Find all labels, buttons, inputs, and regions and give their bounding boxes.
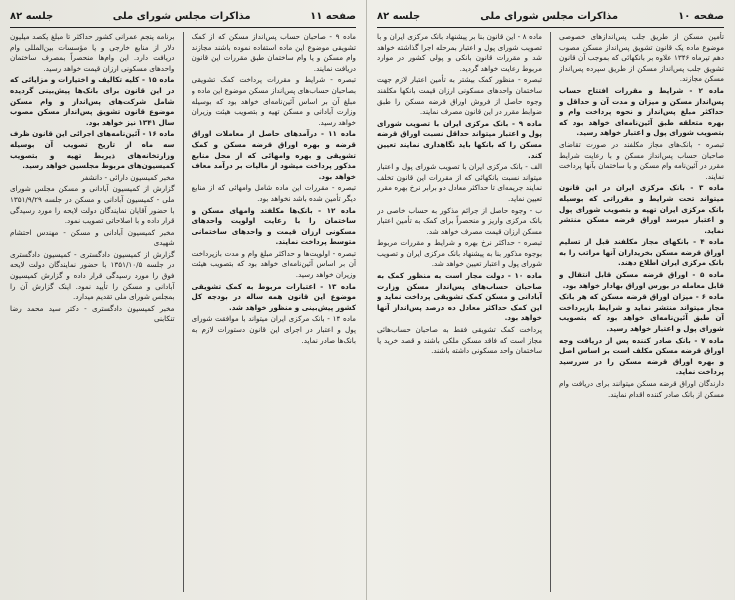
paragraph: پرداخت کمک تشویقی فقط به صاحبان حساب‌هائی مجاز است که فاقد مسکن ملکی باشند و قصد خرید یا ساختمان واحد مسکونی داشته باشند.	[377, 325, 542, 356]
right-page	[367, 0, 734, 600]
paragraph: دارندگان اوراق قرضه مسکن میتوانند برای دریافت وام مسکن از بانک صادر کننده اقدام نمایند.	[559, 379, 724, 399]
column-divider	[183, 32, 184, 592]
paragraph: ماده ۵ - اوراق قرضه مسکن قابل انتقال و قابل معامله در بورس اوراق بهادار خواهد بود.	[559, 270, 724, 290]
paragraph: تبصره - منظور کمک بیشتر به تأمین اعتبار لازم جهت ساختمان واحدهای مسکونی ارزان قیمت بانکها مکلفند وجوه حاصل از فروش اوراق قرضه مسکن را طبق ضوابط مقرر در این قانون مصرف نمایند.	[377, 75, 542, 117]
paragraph: برنامه پنجم عمرانی کشور حداکثر تا مبلغ یکصد میلیون دلار از منابع خارجی و یا مؤسسات بین‌المللی وام دریافت دارد. این وام‌ها منحصراً بمصرف ساختمان واحدهای مسکونی ارزان قیمت خواهد رسید.	[10, 32, 175, 73]
right-session-label: جلسه ۸۲	[377, 10, 421, 22]
left-header-rule	[10, 27, 356, 28]
paragraph: الف - بانک مرکزی ایران با تصویب شورای پول و اعتبار میتواند نسبت بانکهائی که از مقررات این قانون تخلف نمایند جریمه‌ای تا حداکثر معادل دو برابر نرخ بهره مقرر تعیین نماید.	[377, 162, 542, 203]
left-page-left-column	[10, 32, 175, 592]
left-page-columns	[10, 32, 356, 592]
right-page-right-column	[559, 32, 724, 592]
paragraph: ماده ۱۰ - دولت مجاز است به منظور کمک به صاحبان حساب‌های پس‌انداز مسکن وزارت آبادانی و مسکن کمک تشویقی پرداخت نماید و این کمک حداکثر معادل ده درصد پس‌انداز آنها خواهد بود.	[377, 271, 542, 323]
right-page-header	[377, 6, 724, 26]
paragraph: ب - وجوه حاصل از جرائم مذکور به حساب خاصی در بانک مرکزی واریز و منحصراً برای کمک به تأمین اعتبار مسکن ارزان قیمت مصرف خواهد شد.	[377, 205, 542, 236]
left-page-right-column	[192, 32, 357, 592]
paragraph: ماده ۱۶ - آئین‌نامه‌های اجرائی این قانون ظرف سه ماه از تاریخ تصویب آن بوسیله وزارتخانه‌های ذیربط تهیه و بتصویب کمیسیون‌های مربوط مجلسین خواهد رسید.	[10, 129, 175, 171]
right-page-left-column	[377, 32, 542, 592]
right-page-columns	[377, 32, 724, 592]
paragraph: ماده ۹ - صاحبان حساب پس‌انداز مسکن که از کمک تشویقی موضوع این ماده استفاده نموده باشند مجازند وام مسکن و یا وام ساختمان طبق مقررات این قانون دریافت نمایند.	[191, 32, 356, 73]
paragraph: تبصره - مقررات این ماده شامل وامهائی که از منابع دیگر تأمین شده باشد نخواهد بود.	[191, 183, 356, 203]
column-divider	[550, 32, 551, 592]
paragraph: ماده ۲ - شرایط و مقررات افتتاح حساب پس‌انداز مسکن و میزان و مدت آن و حداقل و حداکثر مبلغ پس‌انداز و نحوه پرداخت وام و بهره متعلقه طبق آئین‌نامه‌ای خواهد بود که بتصویب شورای پول و اعتبار خواهد رسید.	[559, 85, 724, 138]
paragraph: ماده ۴ - بانکهای مجاز مکلفند قبل از تسلیم اوراق قرضه مسکن بخریداران آنها مراتب را به بانک مرکزی ایران اطلاع دهند.	[559, 237, 724, 268]
paragraph: تبصره - اولویت‌ها و حداکثر مبلغ وام و مدت بازپرداخت آن بر اساس آئین‌نامه‌ای خواهد بود که بتصویب هیئت وزیران خواهد رسید.	[191, 248, 356, 280]
paragraph: مخبر کمیسیون آبادانی و مسکن - مهندس احتشام شهیدی	[10, 227, 175, 248]
paragraph: تبصره - حداکثر نرخ بهره و شرایط و مقررات مربوط بوجوه مذکور بنا به پیشنهاد بانک مرکزی ایران و تصویب شورای پول و اعتبار تعیین خواهد شد.	[377, 238, 542, 269]
right-page-number: صفحه ۱۰	[678, 10, 724, 22]
left-page	[0, 0, 367, 600]
paragraph: ماده ۸ - این قانون بنا بر پیشنهاد بانک مرکزی ایران و با تصویب شورای پول و اعتبار بمرحله اجرا گذاشته خواهد شد و مقررات قانون بانکی و پولی کشور در موارد مربوط رعایت خواهد گردید.	[377, 32, 542, 73]
paragraph: ماده ۱۴ - بانک مرکزی ایران میتواند با موافقت شورای پول و اعتبار در اجرای این قانون دستورات لازم به بانک‌ها صادر نماید.	[191, 314, 356, 345]
paragraph: تبصره - شرایط و مقررات پرداخت کمک تشویقی بصاحبان حساب‌های پس‌انداز مسکن موضوع این ماده و مبلغ آن بر اساس آئین‌نامه‌ای خواهد بود که بوسیله وزارت آبادانی و مسکن تهیه و بتصویب هیئت وزیران خواهد رسید.	[191, 75, 356, 127]
paragraph: ماده ۱۵ - کلیه تکالیف و اختیارات و مزایائی که در این قانون برای بانک‌ها پیش‌بینی گردیده شامل شرکت‌های پس‌انداز و وام مسکن موضوع قانون تشویق پس‌انداز مسکن مصوب سال ۱۳۴۱ نیز خواهد بود.	[10, 75, 175, 127]
paragraph: گزارش از کمیسیون دادگستری - کمیسیون دادگستری در جلسه ۱۳۵۱/۱۰/۵ با حضور نمایندگان دولت لایحه فوق را مورد رسیدگی قرار داده و گزارش کمیسیون آبادانی و مسکن را تأیید نمود. اینک گزارش آن را بمجلس شورای ملی تقدیم میدارد.	[10, 249, 175, 302]
paragraph: ماده ۱۳ - اعتبارات مربوط به کمک تشویقی موضوع این قانون همه ساله در بودجه کل کشور پیش‌بینی و منظور خواهد شد.	[191, 281, 356, 312]
paragraph: ماده ۷ - بانک صادر کننده پس از دریافت وجه اوراق قرضه مسکن مکلف است بر اساس اصل و بهره اوراق قرضه مسکن را در سررسید پرداخت نماید.	[559, 335, 724, 377]
paragraph: تأمین مسکن از طریق جلب پس‌اندازهای خصوصی موضوع ماده یک قانون تشویق پس‌انداز مسکن مصوب دهم تیرماه ۱۳۴۶ علاوه بر بانکهائی که بموجب آن قانون تشویق جلب پس‌انداز مسکن از طریق سپرده پس‌انداز مسکن مجازند.	[559, 32, 724, 84]
paragraph: تبصره - بانک‌های مجاز مکلفند در صورت تقاضای صاحبان حساب پس‌انداز مسکن و با رعایت شرایط مقرر در آئین‌نامه وام مسکن و یا ساختمان بآنها پرداخت نمایند.	[559, 139, 724, 181]
left-page-number: صفحه ۱۱	[310, 10, 356, 22]
right-journal-title: مذاکرات مجلس شورای ملی	[480, 10, 619, 22]
left-session-label: جلسه ۸۲	[10, 10, 54, 22]
paragraph: گزارش از کمیسیون آبادانی و مسکن مجلس شورای ملی - کمیسیون آبادانی و مسکن در جلسه ۱۳۵۱/۹/۲۹ با حضور آقایان نمایندگان دولت لایحه را مورد رسیدگی قرار داده و با اصلاحاتی تصویب نمود.	[10, 184, 175, 226]
paragraph: ماده ۳ - بانک مرکزی ایران در این قانون میتواند تحت شرایط و مقرراتی که بوسیله بانک مرکزی ایران تهیه و بتصویب شورای پول و اعتبار میرسد اوراق قرضه مسکن منتشر نماید.	[559, 183, 724, 235]
paragraph: مخبر کمیسیون دارائی - دانشفر	[80, 172, 175, 182]
left-page-header	[10, 6, 356, 26]
paragraph: ماده ۶ - میزان اوراق قرضه مسکن که هر بانک مجاز میتواند منتشر نماید و شرایط بازپرداخت آن طبق آئین‌نامه‌ای خواهد بود که بتصویب شورای پول و اعتبار خواهد رسید.	[559, 292, 724, 334]
right-header-rule	[377, 27, 724, 28]
paragraph: ماده ۱۱ - درآمدهای حاصل از معاملات اوراق قرضه و بهره اوراق قرضه مسکن و کمک تشویقی و بهره وامهائی که از محل منابع مذکور پرداخت میشود از مالیات بر درآمد معاف خواهد بود.	[191, 129, 356, 181]
left-journal-title: مذاکرات مجلس شورای ملی	[112, 10, 251, 22]
paragraph: مخبر کمیسیون دادگستری - دکتر سید محمد رضا تنکابنی	[10, 303, 175, 324]
paragraph: ماده ۹ - بانک مرکزی ایران با تصویب شورای پول و اعتبار میتواند حداقل نسبت اوراق قرضه مسکن را که بانکها باید نگاهداری نمایند تعیین کند.	[377, 118, 542, 160]
paragraph: ماده ۱۲ - بانک‌ها مکلفند وامهای مسکن و ساختمان را با رعایت اولویت واحدهای مسکونی ارزان قیمت و واحدهای ساختمانی متوسط پرداخت نمایند.	[191, 205, 356, 247]
